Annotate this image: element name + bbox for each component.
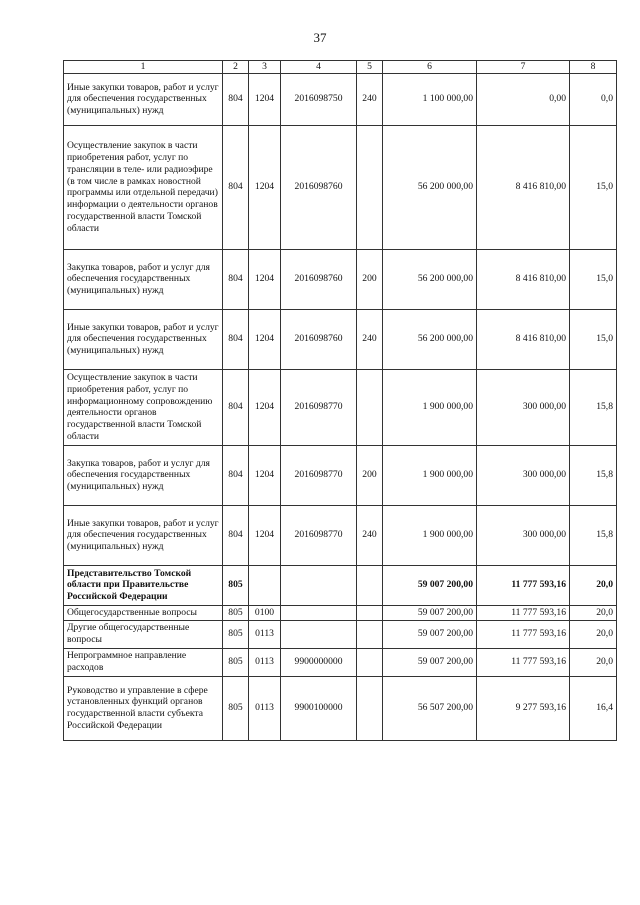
cell-percent: 15,0 — [570, 309, 617, 369]
cell-executed: 8 416 810,00 — [477, 125, 570, 249]
cell-executed: 9 277 593,16 — [477, 676, 570, 740]
table-body — [64, 73, 617, 740]
cell-plan: 56 200 000,00 — [383, 125, 477, 249]
cell-name: Осуществление закупок в части приобретения работ, услуг по информационному сопровождению деятельности органов государственной власти Томской области — [64, 369, 223, 445]
col-header-section: 3 — [249, 61, 281, 74]
cell-plan: 59 007 200,00 — [383, 565, 477, 605]
cell-name: Иные закупки товаров, работ и услуг для обеспечения государственных (муниципальных) нужд — [64, 505, 223, 565]
cell-executed: 8 416 810,00 — [477, 309, 570, 369]
cell-ministry: 805 — [223, 565, 249, 605]
cell-section — [249, 565, 281, 605]
table-row — [64, 309, 617, 369]
cell-name: Общегосударственные вопросы — [64, 605, 223, 620]
budget-table — [63, 60, 617, 741]
cell-ministry: 805 — [223, 605, 249, 620]
table-row — [64, 648, 617, 676]
cell-section: 1204 — [249, 309, 281, 369]
table-row — [64, 369, 617, 445]
cell-target-article: 2016098770 — [281, 505, 357, 565]
col-header-expense-type: 5 — [357, 61, 383, 74]
cell-target-article: 2016098760 — [281, 125, 357, 249]
cell-target-article — [281, 565, 357, 605]
cell-section: 1204 — [249, 369, 281, 445]
cell-percent: 15,8 — [570, 445, 617, 505]
cell-expense-type — [357, 565, 383, 605]
cell-section: 0113 — [249, 648, 281, 676]
cell-percent: 20,0 — [570, 605, 617, 620]
cell-plan: 59 007 200,00 — [383, 620, 477, 648]
cell-ministry: 805 — [223, 676, 249, 740]
cell-expense-type: 200 — [357, 445, 383, 505]
cell-percent: 15,8 — [570, 369, 617, 445]
cell-target-article: 2016098760 — [281, 309, 357, 369]
table-row — [64, 249, 617, 309]
cell-ministry: 804 — [223, 125, 249, 249]
cell-name: Закупка товаров, работ и услуг для обеспечения государственных (муниципальных) нужд — [64, 249, 223, 309]
cell-ministry: 804 — [223, 369, 249, 445]
cell-executed: 11 777 593,16 — [477, 605, 570, 620]
cell-name: Руководство и управление в сфере установленных функций органов государственной власти субъекта Российской Федерации — [64, 676, 223, 740]
cell-expense-type: 240 — [357, 309, 383, 369]
header-row — [64, 61, 617, 74]
cell-plan: 1 100 000,00 — [383, 73, 477, 125]
cell-target-article: 2016098760 — [281, 249, 357, 309]
cell-target-article — [281, 605, 357, 620]
cell-section: 0113 — [249, 676, 281, 740]
cell-ministry: 804 — [223, 309, 249, 369]
cell-plan: 56 507 200,00 — [383, 676, 477, 740]
cell-percent: 15,0 — [570, 125, 617, 249]
cell-executed: 11 777 593,16 — [477, 620, 570, 648]
cell-target-article: 2016098770 — [281, 445, 357, 505]
cell-percent: 20,0 — [570, 565, 617, 605]
cell-ministry: 805 — [223, 648, 249, 676]
cell-section: 1204 — [249, 445, 281, 505]
cell-target-article: 9900100000 — [281, 676, 357, 740]
cell-plan: 56 200 000,00 — [383, 249, 477, 309]
table-row — [64, 565, 617, 605]
page-number: 37 — [313, 30, 327, 45]
cell-executed: 11 777 593,16 — [477, 648, 570, 676]
cell-section: 1204 — [249, 73, 281, 125]
cell-expense-type — [357, 620, 383, 648]
cell-percent: 16,4 — [570, 676, 617, 740]
cell-target-article: 2016098750 — [281, 73, 357, 125]
cell-ministry: 805 — [223, 620, 249, 648]
cell-expense-type — [357, 605, 383, 620]
cell-expense-type — [357, 369, 383, 445]
cell-target-article — [281, 620, 357, 648]
cell-target-article: 2016098770 — [281, 369, 357, 445]
cell-executed: 11 777 593,16 — [477, 565, 570, 605]
col-header-target-article: 4 — [281, 61, 357, 74]
cell-expense-type — [357, 676, 383, 740]
table-row — [64, 605, 617, 620]
cell-target-article: 9900000000 — [281, 648, 357, 676]
col-header-ministry: 2 — [223, 61, 249, 74]
cell-section: 0113 — [249, 620, 281, 648]
cell-name: Иные закупки товаров, работ и услуг для обеспечения государственных (муниципальных) нужд — [64, 73, 223, 125]
cell-expense-type: 200 — [357, 249, 383, 309]
table-row — [64, 505, 617, 565]
cell-executed: 300 000,00 — [477, 445, 570, 505]
table-row — [64, 620, 617, 648]
cell-name: Представительство Томской области при Правительстве Российской Федерации — [64, 565, 223, 605]
cell-ministry: 804 — [223, 505, 249, 565]
cell-name: Непрограммное направление расходов — [64, 648, 223, 676]
cell-plan: 59 007 200,00 — [383, 648, 477, 676]
cell-section: 1204 — [249, 505, 281, 565]
cell-section: 1204 — [249, 125, 281, 249]
cell-ministry: 804 — [223, 73, 249, 125]
cell-name: Закупка товаров, работ и услуг для обеспечения государственных (муниципальных) нужд — [64, 445, 223, 505]
cell-executed: 8 416 810,00 — [477, 249, 570, 309]
cell-section: 1204 — [249, 249, 281, 309]
table-row — [64, 73, 617, 125]
cell-executed: 300 000,00 — [477, 505, 570, 565]
cell-plan: 1 900 000,00 — [383, 369, 477, 445]
cell-plan: 56 200 000,00 — [383, 309, 477, 369]
cell-ministry: 804 — [223, 445, 249, 505]
cell-name: Другие общегосударственные вопросы — [64, 620, 223, 648]
cell-expense-type — [357, 125, 383, 249]
cell-section: 0100 — [249, 605, 281, 620]
cell-plan: 1 900 000,00 — [383, 505, 477, 565]
cell-percent: 20,0 — [570, 648, 617, 676]
cell-expense-type — [357, 648, 383, 676]
cell-expense-type: 240 — [357, 73, 383, 125]
cell-percent: 15,0 — [570, 249, 617, 309]
col-header-name: 1 — [64, 61, 223, 74]
cell-percent: 0,0 — [570, 73, 617, 125]
cell-name: Осуществление закупок в части приобретения работ, услуг по трансляции в теле- или радиоэфире (в том числе в рамках новостной программы или отдельной передачи) информации о деятельности органов государственной власти Томской области — [64, 125, 223, 249]
col-header-executed: 7 — [477, 61, 570, 74]
col-header-plan: 6 — [383, 61, 477, 74]
cell-percent: 20,0 — [570, 620, 617, 648]
cell-expense-type: 240 — [357, 505, 383, 565]
cell-executed: 300 000,00 — [477, 369, 570, 445]
cell-name: Иные закупки товаров, работ и услуг для обеспечения государственных (муниципальных) нужд — [64, 309, 223, 369]
table-row — [64, 125, 617, 249]
table-row — [64, 445, 617, 505]
cell-plan: 59 007 200,00 — [383, 605, 477, 620]
table-row — [64, 676, 617, 740]
cell-percent: 15,8 — [570, 505, 617, 565]
cell-executed: 0,00 — [477, 73, 570, 125]
col-header-percent: 8 — [570, 61, 617, 74]
cell-plan: 1 900 000,00 — [383, 445, 477, 505]
cell-ministry: 804 — [223, 249, 249, 309]
